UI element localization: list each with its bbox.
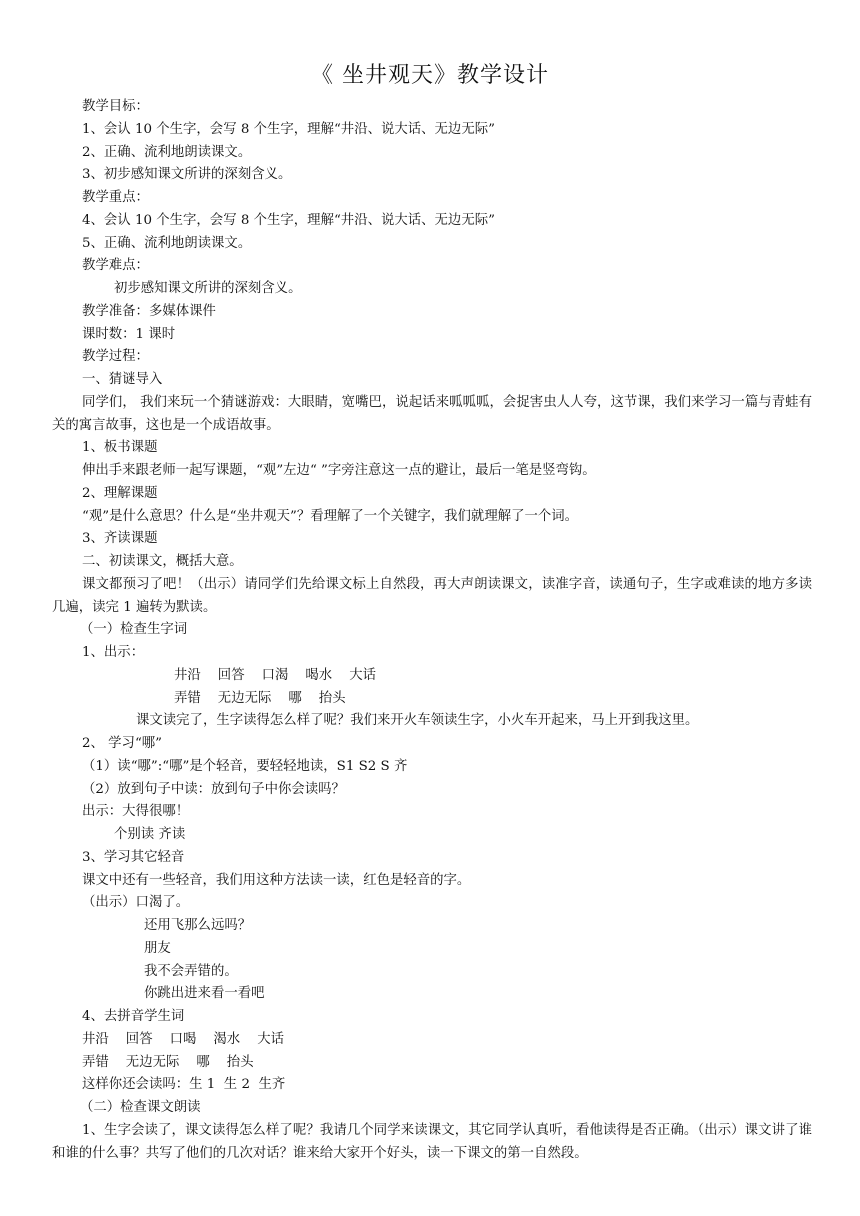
example-sentence: 还用飞那么远吗？	[144, 918, 252, 933]
step-heading: 1、出示：	[82, 645, 145, 660]
section-heading-objectives: 教学目标：	[82, 99, 149, 114]
document-body	[52, 96, 812, 1165]
step-heading: 3、齐读课题	[82, 531, 158, 547]
objective-item: 2、正确、流利地朗读课文。	[82, 144, 252, 160]
paragraph: 出示：大得很哪！	[82, 804, 190, 820]
subsection-heading: （一）检查生字词	[80, 622, 188, 638]
paragraph: 课文中还有一些轻音，我们用这种方法读一读，红色是轻音的字。	[82, 872, 471, 888]
key-point-item: 4、会认 10 个生字，会写 8 个生字，理解“井沿、说大话、无边无际”	[82, 212, 495, 228]
example-sentence: 你跳出进来看一看吧	[144, 986, 265, 1002]
paragraph: 同学们， 我们来玩一个猜谜游戏：大眼睛，宽嘴巴，说起话来呱呱呱，会捉害虫人人夸，这节课，我们来学习一篇与青蛙有关的寓言故事，这也是一个成语故事。	[52, 394, 812, 433]
subsection-heading: （二）检查课文朗读	[80, 1100, 201, 1115]
section-heading-process: 教学过程：	[82, 349, 149, 365]
paragraph: 个别读 齐读	[114, 827, 186, 842]
step-heading: 2、 学习“哪”	[82, 736, 163, 751]
word-list-row: 井沿 回答 口喝 渴水 大话	[82, 1031, 285, 1047]
example-sentence: 朋友	[144, 940, 171, 956]
objective-item: 3、初步感知课文所讲的深刻含义。	[82, 167, 292, 183]
step-heading: 1、板书课题	[82, 440, 158, 456]
word-list-row: 井沿 回答 口渴 喝水 大话	[174, 667, 377, 683]
step-heading: 2、理解课题	[82, 485, 158, 501]
paragraph: 课文读完了，生字读得怎么样了呢？我们来开火车领读生字，小火车开起来，马上开到我这里。	[136, 713, 699, 729]
paragraph: 课文都预习了吧！（出示）请同学们先给课文标上自然段，再大声朗读课文，读准字音，读通句子，生字或难读的地方多读几遍，读完 1 遍转为默读。	[52, 576, 812, 615]
paragraph: 1、生字会读了，课文读得怎么样了呢？我请几个同学来读课文，其它同学认真听，看他读得是否正确。（出示）课文讲了谁和谁的什么事？共写了他们的几次对话？谁来给大家开个好头，读一下课文的第一自然段。	[52, 1122, 812, 1161]
paragraph: （2）放到句子中读：放到句子中你会读吗？	[82, 781, 345, 797]
paragraph: “观”是什么意思？什么是“坐井观天”？看理解了一个关键字，我们就理解了一个词。	[82, 508, 579, 524]
word-list-row: 弄错 无边无际 哪 抬头	[174, 690, 346, 706]
difficulty-item: 初步感知课文所讲的深刻含义。	[114, 281, 302, 296]
section-heading: 二、初读课文，概括大意。	[82, 554, 243, 569]
example-sentence: 我不会弄错的。	[144, 963, 238, 979]
paragraph: （1）读“哪”:“哪”是个轻音，要轻轻地读，S1 S2 S 齐	[82, 758, 408, 774]
document-title: 《 坐井观天》教学设计	[311, 63, 549, 88]
section-heading-key-points: 教学重点：	[82, 190, 149, 205]
preparation-line: 教学准备：多媒体课件	[82, 303, 216, 319]
paragraph: （出示）口渴了。	[82, 895, 190, 911]
objective-item: 1、会认 10 个生字，会写 8 个生字，理解“井沿、说大话、无边无际”	[82, 121, 495, 137]
lesson-count-line: 课时数：1 课时	[82, 326, 176, 342]
key-point-item: 5、正确、流利地朗读课文。	[82, 235, 252, 251]
paragraph: 伸出手来跟老师一起写课题，“观”左边“ ”字旁注意这一点的避让，最后一笔是竖弯钩。	[82, 463, 596, 478]
section-heading-difficulties: 教学难点：	[82, 258, 149, 274]
word-list-row: 弄错 无边无际 哪 抬头	[82, 1054, 254, 1070]
step-heading: 3、学习其它轻音	[82, 849, 185, 865]
step-heading: 一、猜谜导入	[82, 372, 163, 387]
paragraph: 这样你还会读吗：生 1 生 2 生齐	[82, 1077, 286, 1093]
step-heading: 4、去拼音学生词	[82, 1009, 185, 1024]
